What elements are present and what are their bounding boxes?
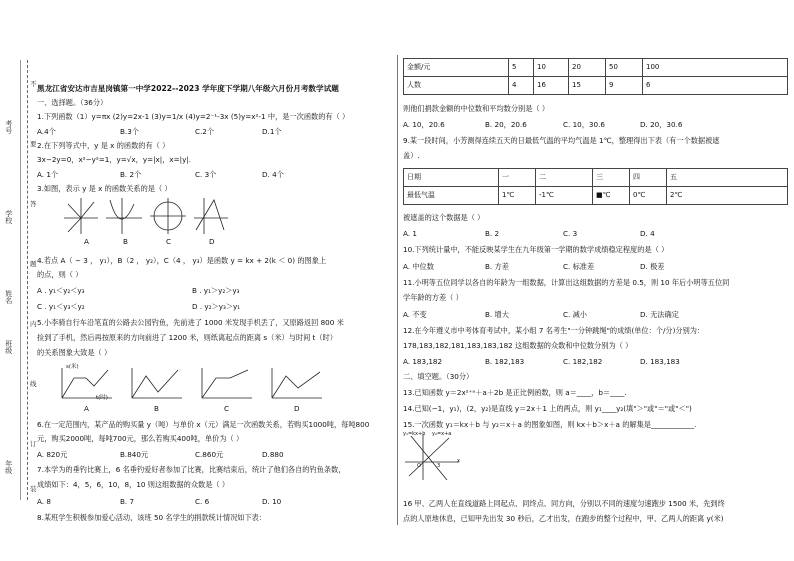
q10-option-b: B. 方差 (485, 262, 509, 271)
table-cell: 一 (499, 169, 536, 187)
q11-stem-line1: 11.小明等五位同学以各自的年龄为一组数据，计算出这组数据的方差是 0.5，则 10 年后小明等五位同 (403, 278, 730, 287)
table-cell: ■℃ (593, 187, 630, 205)
table-cell: 日期 (404, 169, 499, 187)
table-cell: 四 (630, 169, 667, 187)
q1-stem: 1.下列函数（1）y=πx (2)y=2x-1 (3)y=1/x (4)y=2⁻¹-3x (5)y=x²-1 中，是一次函数的有（ ） (37, 112, 350, 121)
q7-option-c: C. 6 (195, 497, 210, 506)
binding-label-kaohao: 考号 (4, 120, 13, 134)
q3-figure-c (150, 198, 186, 234)
q3-label-a: A (84, 237, 89, 246)
q16-stem-line2: 点的人原地休息，已知甲先出发 30 秒后，乙才出发，在跑步的整个过程中，甲、乙两人的距离 y(米) (403, 514, 724, 523)
table-cell: 16 (534, 77, 569, 95)
binding-dashed-line (27, 60, 28, 500)
q13-stem: 13.已知函数 y＝2x²⁺ᵃ＋a＋2b 是正比例函数，则 a＝____，b＝____. (403, 388, 627, 397)
q5-axis-t: t(时) (96, 395, 108, 401)
q12-option-c: C. 182,182 (563, 357, 603, 366)
q9-question: 被遮盖的这个数据是（ ） (403, 213, 485, 222)
q5-stem-line2: 捡到了手机，然后再按原来的方向前进了 1200 米，则纸离起点的距离 s（米）与时间 t（时） (37, 333, 337, 342)
q5-label-c: C (224, 404, 230, 413)
binding-label-school: 学校 (4, 210, 13, 224)
q3-label-b: B (123, 237, 128, 246)
q2-expr: 3x−2y=0，x²−y²=1，y=√x，y=|x|，x=|y|. (37, 155, 192, 164)
binding-margin (0, 60, 40, 500)
q12-option-b: B. 182,183 (485, 357, 525, 366)
q5-label-b: B (154, 404, 159, 413)
q7-option-d: D. 10 (262, 497, 282, 506)
binding-word: 装 (30, 485, 37, 493)
table-cell: 1℃ (499, 187, 536, 205)
exam-title: 黑龙江省安达市吉星岗镇第一中学2022--2023 学年度下学期八年级六月份月考数学试题 (37, 84, 339, 93)
q7-option-a: A. 8 (37, 497, 51, 506)
q12-stem-line2: 178,183,182,181,183,183,182 这组数据的众数和中位数分别为（ ） (403, 341, 633, 350)
q4-option-d: D . y₂＞y₃＞y₁ (192, 302, 241, 311)
q8-question: 则他们捐款金额的中位数和平均数分别是（ ） (403, 104, 550, 113)
q15-label-y2: y₂=x+a (432, 431, 452, 437)
q5-label-a: A (84, 404, 89, 413)
q6-option-b: B.840元 (120, 450, 149, 459)
q3-label-c: C (166, 237, 172, 246)
q3-label-d: D (209, 237, 215, 246)
q6-stem-line2: 元，购买2000吨，每吨700元，那么若购买400吨，单价为（ ） (37, 434, 244, 443)
q10-stem: 10.下列统计量中，不能反映某学生在九年级第一学期的数学成绩稳定程度的是（ ） (403, 245, 669, 254)
q5-stem-line1: 5.小李骑自行车沿笔直的公路去公园钓鱼，先前进了 1000 米发现手机丢了，又原路返回 800 米 (37, 318, 344, 327)
table-row (404, 59, 788, 77)
q6-stem-line1: 6.在一定范围内，某产品的购买量 y（吨）与单价 x（元）满足一次函数关系，若购买1000吨，每吨800 (37, 420, 370, 429)
table-cell: 20 (569, 59, 606, 77)
table-cell: 人数 (404, 77, 509, 95)
table-cell: 50 (606, 59, 643, 77)
binding-word: 线 (30, 380, 37, 388)
q5-axis-s: s(米) (66, 364, 79, 370)
q4-stem-line2: 的点，则（ ） (37, 270, 83, 279)
q9-stem-line1: 9.某一段时间，小芳测得连续五天的日最低气温的平均气温是 1℃，整理得出下表（有一个数据被遮 (403, 136, 720, 145)
q14-stem: 14.已知(−1，y₁)，(2，y₂)是直线 y＝2x＋1 上的两点，则 y₁____y₂(填"＞"或"＝"或"＜") (403, 404, 692, 413)
q7-option-b: B. 7 (120, 497, 135, 506)
q3-figure-d (194, 198, 228, 234)
section1-heading: 一、选择题。（36分） (37, 98, 108, 107)
binding-word: 要 (30, 140, 37, 148)
q1-option-d: D.1个 (262, 127, 282, 136)
q4-option-a: A . y₁＜y₂＜y₃ (37, 286, 85, 295)
table-cell: 100 (643, 59, 788, 77)
q2-stem: 2.在下列等式中，y 是 x 的函数的有（ ） (37, 141, 170, 150)
q15-label-origin: O (417, 463, 421, 469)
q4-option-b: B . y₁＞y₂＞y₃ (192, 286, 240, 295)
q3-stem: 3.如图，表示 y 是 x 的函数关系的是（ ） (37, 184, 172, 193)
q7-stem-line1: 7.本学为的垂钓比赛上，6 名垂钓爱好者参加了比赛，比赛结束后，统计了他们各自的钓鱼条数， (37, 465, 346, 474)
q11-option-b: B. 增大 (485, 310, 509, 319)
q5-graph-c (202, 368, 252, 398)
binding-word: 订 (30, 440, 37, 448)
q8-option-c: C. 10，30.6 (563, 120, 605, 129)
binding-label-name: 姓名 (4, 290, 13, 304)
q6-option-c: C.860元 (195, 450, 224, 459)
q4-stem-line1: 4.若点 A（ − 3 ， y₁），B（2 ， y₂），C（4 ， y₃）是函数 y = kx + 2(k ＜ 0) 的图象上 (37, 256, 327, 265)
table-cell: 9 (606, 77, 643, 95)
binding-word: 内 (30, 320, 37, 328)
q3-figure-a (64, 198, 98, 234)
table-cell: -1℃ (536, 187, 593, 205)
q10-option-d: D. 极差 (640, 262, 665, 271)
q5-label-d: D (294, 404, 300, 413)
table-cell: 0℃ (630, 187, 667, 205)
q2-option-b: B. 2个 (120, 170, 142, 179)
binding-word: 答 (30, 200, 37, 208)
q9-option-d: D. 4 (640, 229, 655, 238)
q2-option-c: C. 3个 (195, 170, 217, 179)
q10-option-c: C. 标准差 (563, 262, 595, 271)
q2-option-a: A. 1个 (37, 170, 59, 179)
table-cell: 金额/元 (404, 59, 509, 77)
q11-option-c: C. 减小 (563, 310, 587, 319)
q11-stem-line2: 学年龄的方差（ ） (403, 293, 463, 302)
q12-stem-line1: 12.在今年遵义市中考体育考试中，某小组 7 名考生"一分钟跳绳"的成绩(单位：个/分)分别为： (403, 326, 705, 335)
q1-option-c: C.2个 (195, 127, 215, 136)
q11-option-a: A. 不变 (403, 310, 427, 319)
q10-option-a: A. 中位数 (403, 262, 434, 271)
binding-label-class: 班级 (4, 340, 13, 354)
table-cell: 4 (509, 77, 534, 95)
q8-option-a: A. 10，20.6 (403, 120, 445, 129)
binding-word: 题 (30, 260, 37, 268)
q9-stem-line2: 盖）. (403, 151, 420, 160)
table-cell: 15 (569, 77, 606, 95)
table-row (404, 169, 788, 187)
q6-option-a: A. 820元 (37, 450, 68, 459)
q4-option-c: C . y₁＜y₃＜y₂ (37, 302, 85, 311)
table-cell: 五 (667, 169, 788, 187)
q11-option-d: D. 无法确定 (640, 310, 679, 319)
table-cell: 最低气温 (404, 187, 499, 205)
q6-option-d: D.880 (262, 450, 284, 459)
q5-graph-d (272, 368, 322, 398)
q9-temperature-table (403, 168, 788, 205)
q8-option-d: D. 20，30.6 (640, 120, 683, 129)
table-cell: 三 (593, 169, 630, 187)
q3-figures (62, 196, 232, 236)
q16-stem-line1: 16 甲、乙两人在直线道路上同起点、同终点、同方向，分别以不同的速度匀速跑步 1500 米，先到终 (403, 499, 725, 508)
q1-option-b: B.3个 (120, 127, 139, 136)
q15-graph (403, 432, 463, 482)
q5-graph-b (132, 368, 182, 398)
q12-option-a: A. 183,182 (403, 357, 443, 366)
table-cell: 二 (536, 169, 593, 187)
binding-label-grade: 年级 (4, 460, 13, 474)
table-row (404, 187, 788, 205)
column-separator (397, 55, 398, 525)
q5-stem-line3: 的关系图象大致是（ ） (37, 348, 112, 357)
q12-option-d: D. 183,183 (640, 357, 680, 366)
q7-stem-line2: 成绩如下：4，5，6，10，8，10 则这组数据的众数是（ ） (37, 480, 230, 489)
q15-label-x: x (457, 458, 460, 464)
q15-label-y1: y₁=kx+b (403, 431, 426, 437)
q1-option-a: A.4个 (37, 127, 56, 136)
q5-graph-a (62, 368, 112, 398)
q2-option-d: D. 4个 (262, 170, 284, 179)
table-row (404, 77, 788, 95)
table-cell: 6 (643, 77, 788, 95)
q3-figure-b (106, 198, 142, 234)
q9-option-a: A. 1 (403, 229, 417, 238)
q8-option-b: B. 20，20.6 (485, 120, 527, 129)
binding-solid-line (20, 60, 21, 500)
table-cell: 5 (509, 59, 534, 77)
q9-option-b: B. 2 (485, 229, 500, 238)
table-cell: 2℃ (667, 187, 788, 205)
q15-stem: 15.一次函数 y₁＝kx＋b 与 y₂＝x＋a 的图象如图，则 kx＋b＞x＋a 的解集是____________. (403, 420, 697, 429)
q8-stem: 8.某班学生积极参加爱心活动，该班 50 名学生的捐款统计情况如下表： (37, 513, 267, 522)
q8-donation-table (403, 58, 788, 95)
table-cell: 10 (534, 59, 569, 77)
q15-label-three: 3 (437, 463, 441, 469)
q9-option-c: C. 3 (563, 229, 578, 238)
section2-heading: 二、填空题。（30分） (403, 372, 474, 381)
binding-word: 不 (30, 80, 37, 88)
